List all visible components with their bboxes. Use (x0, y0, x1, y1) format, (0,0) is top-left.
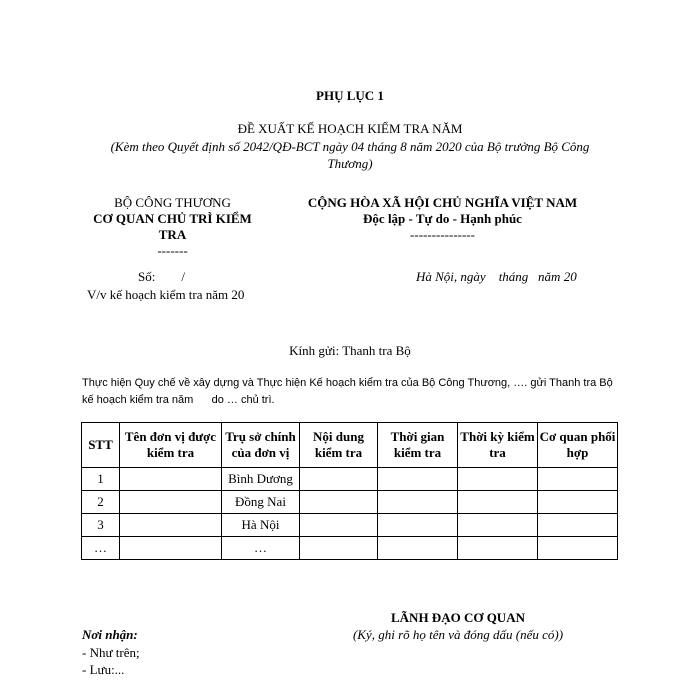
cell-time (378, 491, 458, 514)
national-header (275, 195, 610, 243)
cell-stt: 2 (82, 491, 120, 514)
nation-motto: Độc lập - Tự do - Hạnh phúc (363, 211, 522, 226)
org-separator: ------- (157, 243, 188, 258)
cell-period (458, 468, 538, 491)
recipient-item: - Lưu:... (82, 662, 125, 677)
cell-headquarters: Bình Dương (222, 468, 300, 491)
cell-coordinator (538, 514, 618, 537)
cell-coordinator (538, 468, 618, 491)
cell-period (458, 491, 538, 514)
agency-name: CƠ QUAN CHỦ TRÌ KIỂM TRA (93, 211, 252, 242)
table-row (82, 468, 618, 491)
ministry-name: BỘ CÔNG THƯƠNG (114, 195, 231, 210)
cell-headquarters: Hà Nội (222, 514, 300, 537)
table-row (82, 491, 618, 514)
cell-content (300, 514, 378, 537)
recipient-item: - Như trên; (82, 645, 140, 660)
cell-stt: 1 (82, 468, 120, 491)
table-header-row (82, 423, 618, 468)
cell-stt: … (82, 537, 120, 560)
appendix-title: PHỤ LỤC 1 (316, 88, 384, 103)
cell-headquarters: Đồng Nai (222, 491, 300, 514)
intro-paragraph: Thực hiện Quy chế về xây dựng và Thực hiện Kế hoạch kiểm tra của Bộ Công Thương, …. gửi Thanh tra Bộ kế hoạch kiểm tra năm do … chủ trì. (82, 377, 616, 406)
header-period: Thời kỳ kiểm tra (458, 423, 538, 468)
recipients-label: Nơi nhận: (82, 627, 138, 642)
place-date: Hà Nội, ngày tháng năm 20 (416, 269, 577, 284)
header-content: Nội dung kiểm tra (300, 423, 378, 468)
cell-unit-name (120, 514, 222, 537)
cell-content (300, 491, 378, 514)
document-subject: V/v kế hoạch kiểm tra năm 20 (87, 287, 245, 302)
cell-unit-name (120, 468, 222, 491)
attach-note: (Kèm theo Quyết định số 2042/QĐ-BCT ngày 04 tháng 8 năm 2020 của Bộ trưởng Bộ Công Thương) (110, 139, 590, 171)
leader-title: LÃNH ĐẠO CƠ QUAN (391, 610, 525, 625)
cell-content (300, 468, 378, 491)
header-unit-name: Tên đơn vị được kiểm tra (120, 423, 222, 468)
cell-stt: 3 (82, 514, 120, 537)
table-row (82, 514, 618, 537)
inspection-plan-table (81, 422, 618, 560)
recipient-line: Kính gửi: Thanh tra Bộ (289, 343, 411, 358)
cell-coordinator (538, 491, 618, 514)
cell-time (378, 537, 458, 560)
header-time: Thời gian kiểm tra (378, 423, 458, 468)
nation-name: CỘNG HÒA XÃ HỘI CHỦ NGHĨA VIỆT NAM (307, 195, 578, 210)
cell-time (378, 468, 458, 491)
cell-unit-name (120, 491, 222, 514)
header-stt: STT (82, 423, 120, 468)
document-number: Số: / (138, 269, 185, 284)
cell-coordinator (538, 537, 618, 560)
cell-period (458, 537, 538, 560)
cell-content (300, 537, 378, 560)
cell-headquarters: … (222, 537, 300, 560)
header-headquarters: Trụ sở chính của đơn vị (222, 423, 300, 468)
leader-sign-note: (Ký, ghi rõ họ tên và đóng dấu (nếu có)) (352, 627, 564, 642)
issuing-organization (80, 195, 265, 259)
header-coordinator: Cơ quan phối hợp (538, 423, 618, 468)
cell-unit-name (120, 537, 222, 560)
document-title: ĐỀ XUẤT KẾ HOẠCH KIỂM TRA NĂM (237, 121, 463, 136)
table-row (82, 537, 618, 560)
nation-separator: --------------- (410, 227, 475, 242)
cell-time (378, 514, 458, 537)
cell-period (458, 514, 538, 537)
